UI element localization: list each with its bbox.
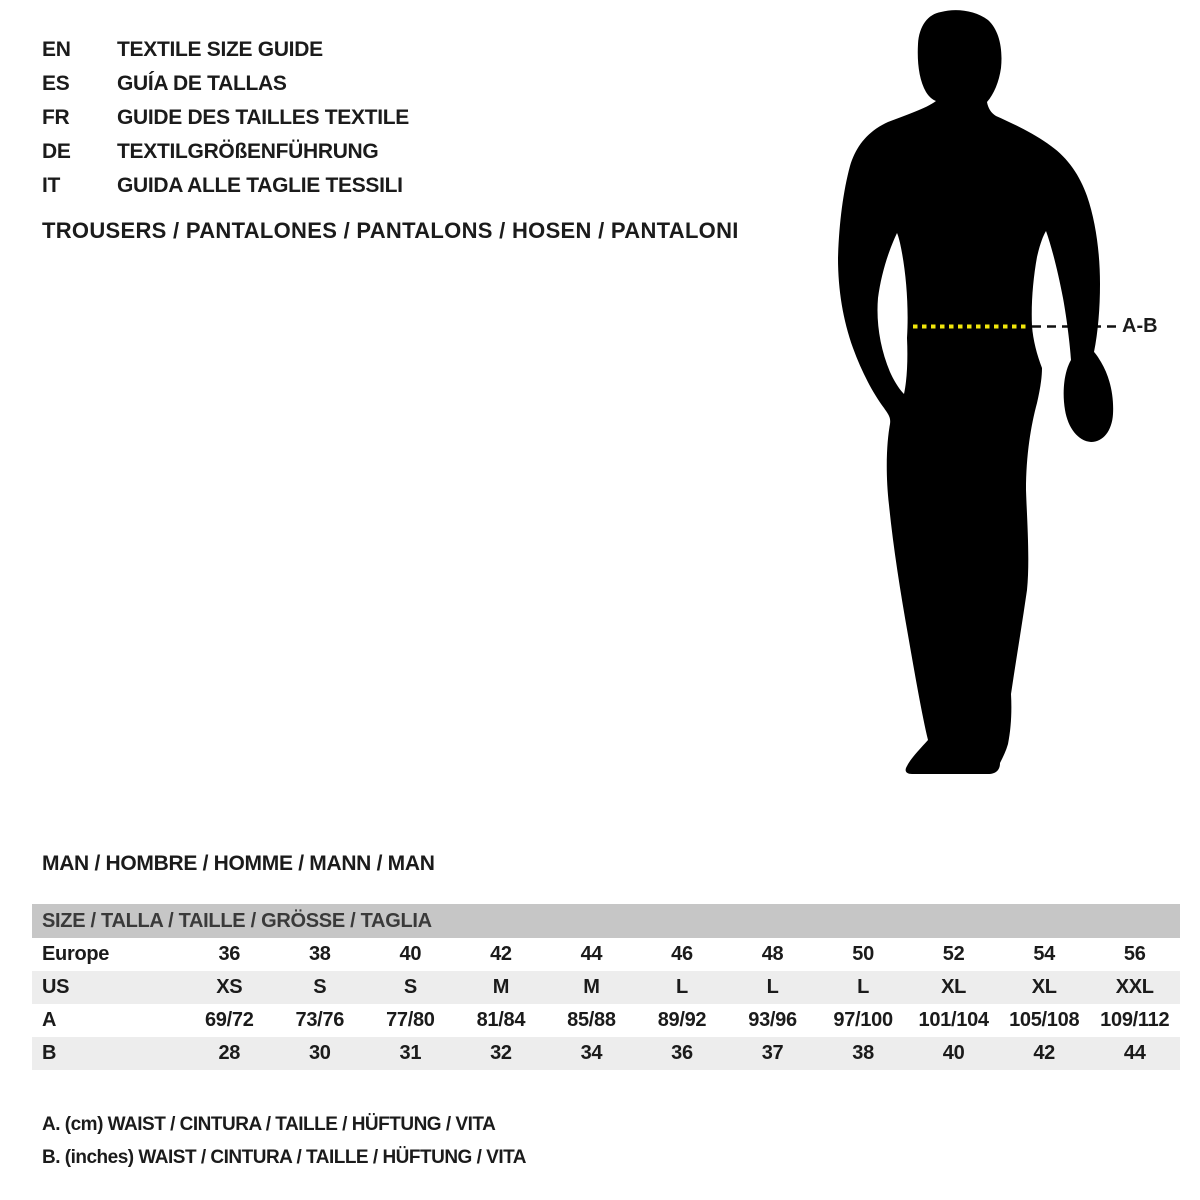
table-cell: 46: [671, 943, 693, 965]
table-cell: 44: [1123, 1042, 1146, 1064]
lang-code-es: ES: [42, 72, 70, 95]
table-cell: 50: [852, 943, 874, 965]
size-table: [32, 904, 1180, 1070]
table-row-a-cm: [32, 1004, 1180, 1037]
lang-title-es: GUÍA DE TALLAS: [117, 72, 287, 95]
size-table-header: SIZE / TALLA / TAILLE / GRÖSSE / TAGLIA: [32, 904, 1180, 938]
table-cell: 42: [1033, 1042, 1055, 1064]
lang-title-de: TEXTILGRÖßENFÜHRUNG: [117, 140, 379, 163]
section-heading: MAN / HOMBRE / HOMME / MANN / MAN: [42, 852, 435, 875]
table-cell: 37: [761, 1042, 784, 1064]
waist-measure-label: A-B: [1122, 315, 1158, 337]
table-cell: 89/92: [657, 1009, 707, 1031]
table-cell: L: [857, 976, 870, 998]
table-cell: 73/76: [295, 1009, 345, 1031]
table-cell: 42: [490, 943, 512, 965]
man-silhouette: [838, 10, 1113, 774]
table-cell: 101/104: [918, 1009, 989, 1031]
table-cell: M: [583, 976, 600, 998]
table-cell: 48: [761, 943, 784, 965]
table-cell: 40: [399, 943, 422, 965]
lang-code-en: EN: [42, 38, 71, 61]
table-cell: M: [492, 976, 510, 998]
table-cell: S: [313, 976, 327, 998]
table-cell: 85/88: [567, 1009, 616, 1031]
table-cell: 81/84: [476, 1009, 526, 1031]
table-cell: 38: [308, 943, 331, 965]
table-cell: 105/108: [1009, 1009, 1080, 1031]
table-cell: XL: [941, 976, 967, 998]
table-cell: L: [766, 976, 779, 998]
table-cell: 28: [218, 1042, 241, 1064]
table-cell: 36: [671, 1042, 693, 1064]
table-cell: 93/96: [748, 1009, 797, 1031]
row-label: A: [42, 1009, 57, 1031]
table-cell: XS: [216, 976, 243, 998]
footnote-a: A. (cm) WAIST / CINTURA / TAILLE / HÜFTUNG / VITA: [42, 1114, 496, 1135]
lang-title-fr: GUIDE DES TAILLES TEXTILE: [117, 106, 409, 129]
category-heading: TROUSERS / PANTALONES / PANTALONS / HOSEN / PANTALONI: [42, 218, 739, 243]
table-cell: XXL: [1115, 976, 1154, 998]
table-row-us: [32, 971, 1180, 1004]
table-cell: 56: [1123, 943, 1146, 965]
table-cell: 52: [942, 943, 965, 965]
table-cell: S: [403, 976, 417, 998]
table-row-europe: [32, 938, 1180, 971]
table-cell: 109/112: [1100, 1009, 1170, 1031]
lang-code-it: IT: [42, 174, 61, 197]
table-cell: L: [676, 976, 688, 998]
table-cell: 54: [1033, 943, 1055, 965]
table-cell: 31: [399, 1042, 422, 1064]
table-row-b-inches: [32, 1037, 1180, 1070]
row-label: US: [42, 976, 70, 998]
row-label: Europe: [42, 943, 110, 965]
table-cell: 34: [580, 1042, 603, 1064]
table-cell: 36: [218, 943, 241, 965]
lang-code-de: DE: [42, 140, 71, 163]
table-cell: XL: [1031, 976, 1057, 998]
table-cell: 97/100: [833, 1009, 893, 1031]
table-cell: 38: [852, 1042, 874, 1064]
lang-title-en: TEXTILE SIZE GUIDE: [117, 38, 323, 61]
footnotes: [42, 1108, 526, 1174]
lang-title-it: GUIDA ALLE TAGLIE TESSILI: [117, 174, 403, 197]
footnote-b: B. (inches) WAIST / CINTURA / TAILLE / HÜFTUNG / VITA: [42, 1147, 527, 1168]
table-cell: 32: [490, 1042, 512, 1064]
row-label: B: [42, 1042, 57, 1064]
table-cell: 30: [308, 1042, 331, 1064]
table-cell: 40: [942, 1042, 965, 1064]
table-cell: 69/72: [204, 1009, 254, 1031]
table-cell: 77/80: [386, 1009, 435, 1031]
table-cell: 44: [580, 943, 603, 965]
lang-code-fr: FR: [42, 106, 70, 129]
